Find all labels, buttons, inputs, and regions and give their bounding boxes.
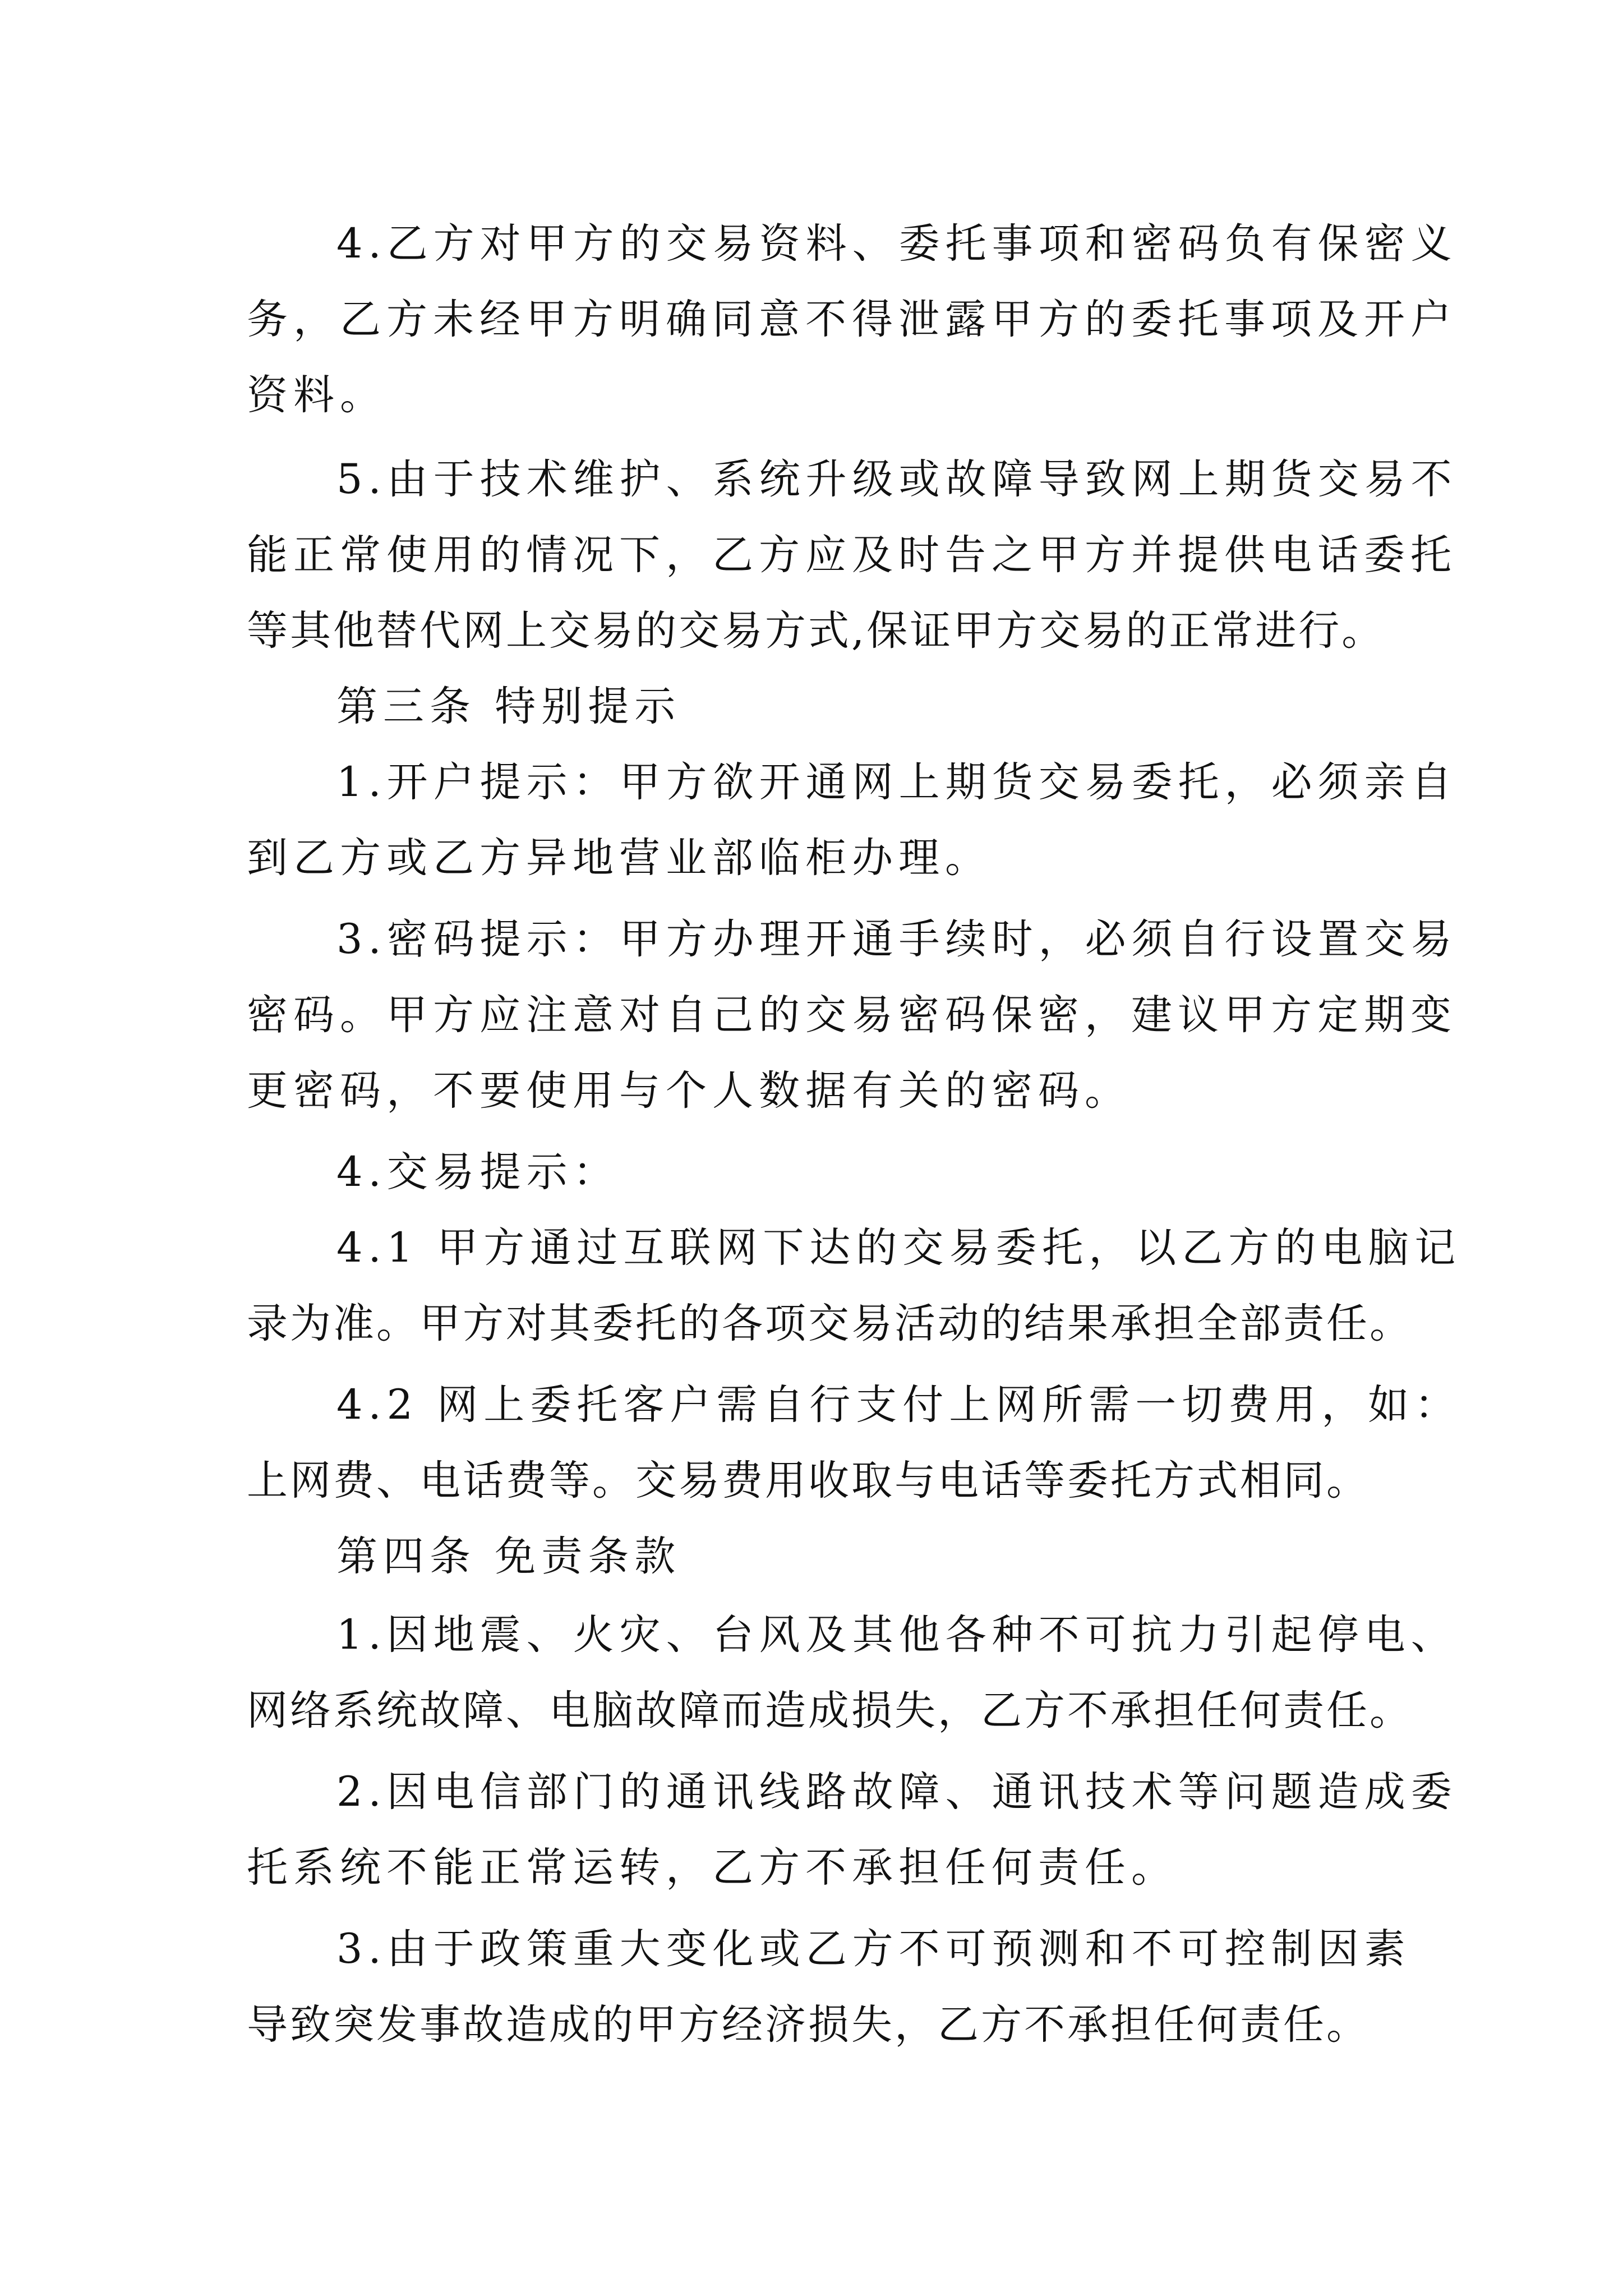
exemption-3-line-1: 3.由于政策重大变化或乙方不可预测和不可控制因素 (336, 1925, 1411, 1973)
paragraph-5-line-3: 等其他替代网上交易的交易方式,保证甲方交易的正常进行。 (247, 607, 1385, 655)
item-1-line-2: 到乙方或乙方异地营业部临柜办理。 (247, 834, 992, 882)
item-4-2-line-2: 上网费、电话费等。交易费用收取与电话等委托方式相同。 (247, 1457, 1370, 1504)
paragraph-4-line-3: 资料。 (247, 371, 386, 419)
item-4-2-line-1: 4.2 网上委托客户需自行支付上网所需一切费用，如： (336, 1381, 1461, 1429)
paragraph-5-line-2: 能正常使用的情况下，乙方应及时告之甲方并提供电话委托 (247, 531, 1457, 579)
exemption-1-line-1: 1.因地震、火灾、台风及其他各种不可抗力引起停电、 (336, 1611, 1458, 1659)
section-4-heading: 第四条 免责条款 (336, 1533, 681, 1580)
paragraph-4-line-1: 4.乙方对甲方的交易资料、委托事项和密码负有保密义 (336, 220, 1458, 268)
section-3-heading: 第三条 特别提示 (336, 683, 681, 730)
item-1-line-1: 1.开户提示：甲方欲开通网上期货交易委托，必须亲自 (336, 758, 1458, 806)
exemption-1-line-2: 网络系统故障、电脑故障而造成损失，乙方不承担任何责任。 (247, 1687, 1413, 1734)
exemption-2-line-1: 2.因电信部门的通讯线路故障、通讯技术等问题造成委 (336, 1768, 1458, 1816)
item-3-line-1: 3.密码提示：甲方办理开通手续时，必须自行设置交易 (336, 915, 1458, 963)
item-4-1-line-2: 录为准。甲方对其委托的各项交易活动的结果承担全部责任。 (247, 1300, 1413, 1347)
item-3-line-2: 密码。甲方应注意对自己的交易密码保密，建议甲方定期变 (247, 991, 1457, 1039)
exemption-3-line-2: 导致突发事故造成的甲方经济损失，乙方不承担任何责任。 (247, 2001, 1370, 2049)
paragraph-4-line-2: 务，乙方未经甲方明确同意不得泄露甲方的委托事项及开户 (247, 296, 1457, 343)
item-4-1-line-1: 4.1 甲方通过互联网下达的交易委托，以乙方的电脑记 (336, 1224, 1461, 1272)
paragraph-5-line-1: 5.由于技术维护、系统升级或故障导致网上期货交易不 (336, 455, 1458, 503)
exemption-2-line-2: 托系统不能正常运转，乙方不承担任何责任。 (247, 1844, 1178, 1892)
item-3-line-3: 更密码，不要使用与个人数据有关的密码。 (247, 1067, 1131, 1115)
item-4-heading: 4.交易提示： (336, 1148, 620, 1196)
